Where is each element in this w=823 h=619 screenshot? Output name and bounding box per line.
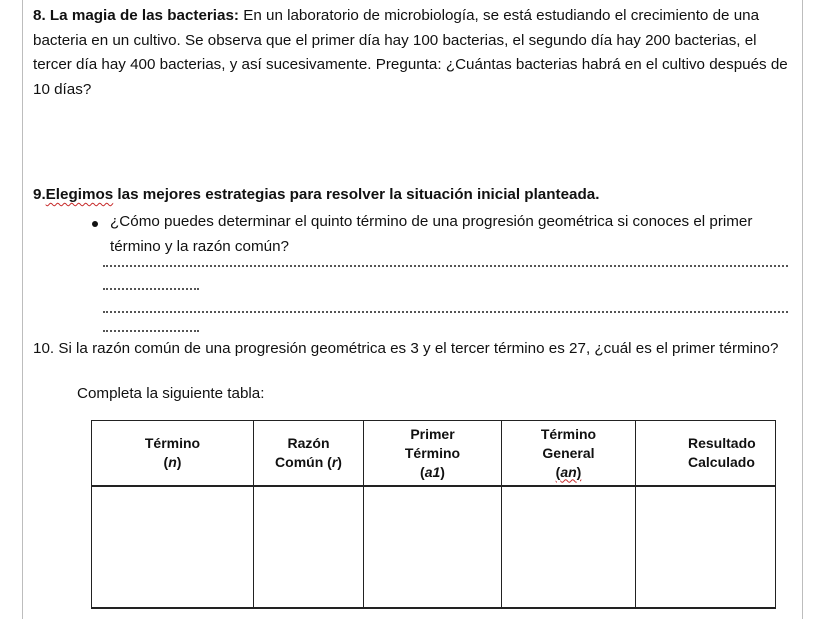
answer-line-2 [103,288,199,290]
cell-termino[interactable] [92,486,254,608]
bullet-icon [92,221,98,227]
question-8 [33,4,798,102]
question-9-bullet: ¿Cómo puedes determinar el quinto término de una progresión geométrica si conoces el primer término y la razón común? [110,213,753,255]
question-8-text: En un laboratorio de microbiología, se está estudiando el crecimiento de una bacteria en un cultivo. Se observa que el primer día hay 100 bacterias, el segundo día hay 200 bacterias, el tercer día hay 400 bacterias, y así sucesivamente. Pregunta: ¿Cuántas bacterias habrá en el cultivo después de 10 días? [33,7,788,98]
header-primer-termino: Primer Término (a1) [364,421,502,487]
answer-line-1 [103,265,788,267]
table-header-row [92,421,776,487]
question-10: 10. Si la razón común de una progresión geométrica es 3 y el tercer término es 27, ¿cuál es el primer término? [33,340,779,357]
page-left-border [22,0,23,619]
header-termino-n: Término (n) [92,421,254,487]
question-9-heading [33,186,798,203]
cell-termino-general[interactable] [502,486,636,608]
header-razon-comun: Razón Común (r) [254,421,364,487]
progression-table [91,420,776,609]
spellcheck-word: Elegimos [45,186,114,203]
table-instruction: Completa la siguiente tabla: [77,385,265,402]
header-resultado: Resultado Calculado [636,421,776,487]
header-termino-general: Término General (an) [502,421,636,487]
question-8-label: 8. La magia de las bacterias: [33,7,239,24]
answer-line-3 [103,311,788,313]
page-right-border [802,0,803,619]
cell-razon[interactable] [254,486,364,608]
answer-line-4 [103,330,199,332]
question-9-heading-text: las mejores estrategias para resolver la situación inicial planteada. [113,186,600,203]
cell-resultado[interactable] [636,486,776,608]
table-row [92,486,776,608]
cell-primer-termino[interactable] [364,486,502,608]
question-9-number: 9. [33,186,46,203]
